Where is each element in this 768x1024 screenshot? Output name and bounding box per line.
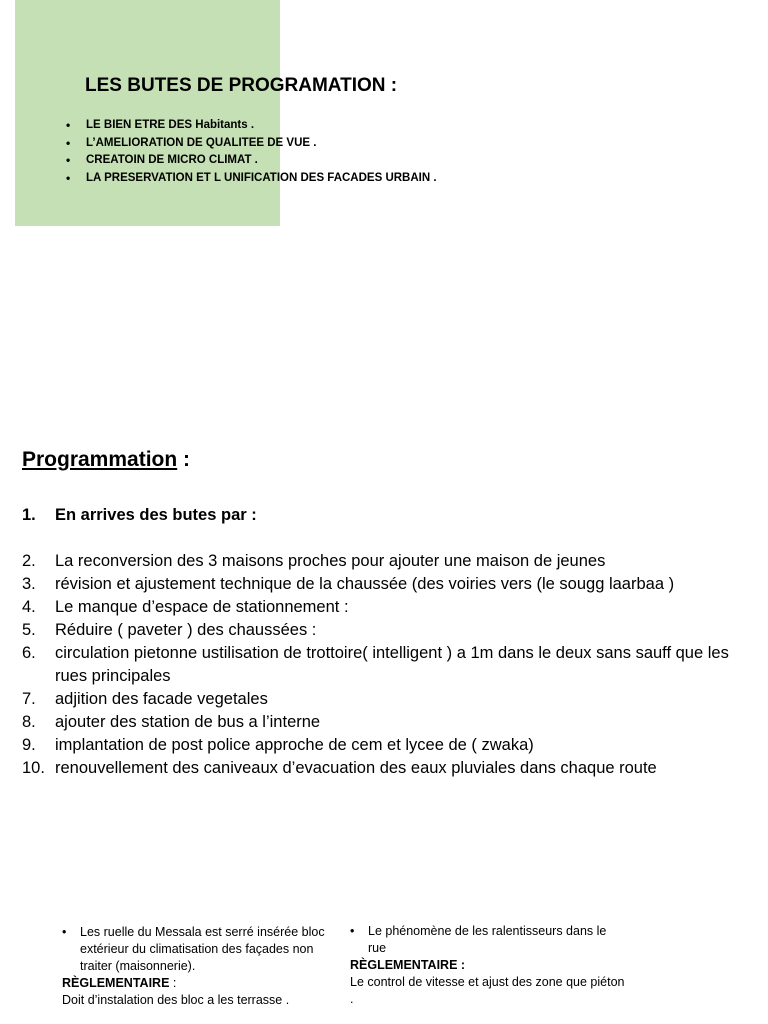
item-number: 1. [22, 506, 36, 524]
item-number: 6. [22, 644, 36, 662]
item-text: Le manque d’espace de stationnement : [55, 598, 349, 616]
goal-item: • L’AMELIORATION DE QUALITEE DE VUE . [66, 135, 437, 153]
green-header-panel [15, 0, 280, 226]
item-number: 4. [22, 598, 36, 616]
page-title: LES BUTES DE PROGRAMATION : [85, 75, 398, 96]
item-number: 8. [22, 713, 36, 731]
item-number: 9. [22, 736, 36, 754]
note-left-label: RÈGLEMENTAIRE [62, 976, 170, 990]
item-number: 3. [22, 575, 36, 593]
programme-item [22, 504, 742, 527]
programme-item [22, 734, 742, 757]
note-right-text: Le control de vitesse et ajust des zone que piéton . [350, 975, 625, 1006]
item-text: La reconversion des 3 maisons proches pour ajouter une maison de jeunes [55, 552, 606, 570]
programmation-heading-text: Programmation [22, 448, 178, 471]
programme-item [22, 642, 742, 688]
item-number: 10. [22, 759, 45, 777]
item-text: En arrives des butes par : [55, 506, 257, 524]
item-number: 2. [22, 552, 36, 570]
note-left-bullet: • Les ruelle du Messala est serré insérée bloc extérieur du climatisation des façades non traiter (maisonnerie). [62, 924, 342, 975]
item-text: ajouter des station de bus a l’interne [55, 713, 321, 731]
item-text: renouvellement des caniveaux d’evacuation des eaux pluviales dans chaque route [55, 759, 657, 777]
note-right [350, 923, 625, 1008]
programmation-heading [22, 448, 190, 472]
programme-item [22, 688, 742, 711]
programme-item [22, 596, 742, 619]
item-number: 5. [22, 621, 36, 639]
note-right-label: RÈGLEMENTAIRE : [350, 958, 466, 972]
programme-item [22, 550, 742, 573]
goal-item: • CREATOIN DE MICRO CLIMAT . [66, 152, 437, 170]
note-right-bullet: • Le phénomène de les ralentisseurs dans le rue [350, 923, 625, 957]
item-text: circulation pietonne ustilisation de trottoire( intelligent ) a 1m dans le deux sans sauff que les rues principales [55, 644, 729, 685]
note-left-rule [62, 975, 342, 992]
item-text: implantation de post police approche de cem et lycee de ( zwaka) [55, 736, 534, 754]
item-number: 7. [22, 690, 36, 708]
programme-item [22, 757, 742, 780]
goals-list [66, 117, 437, 187]
note-left-text: Doit d’instalation des bloc a les terrasse . [62, 993, 290, 1007]
programme-item [22, 573, 742, 596]
goal-item: • LE BIEN ETRE DES Habitants . [66, 117, 437, 135]
goal-item: • LA PRESERVATION ET L UNIFICATION DES FACADES URBAIN . [66, 170, 437, 188]
item-text: révision et ajustement technique de la chaussée (des voiries vers (le sougg laarbaa ) [55, 575, 675, 593]
note-left [62, 924, 342, 1009]
item-text: Réduire ( paveter ) des chaussées : [55, 621, 317, 639]
item-text: adjition des facade vegetales [55, 690, 268, 708]
programme-item [22, 711, 742, 734]
programme-item [22, 619, 742, 642]
note-left-label-colon: : [169, 976, 177, 990]
programmation-heading-colon: : [177, 448, 191, 471]
